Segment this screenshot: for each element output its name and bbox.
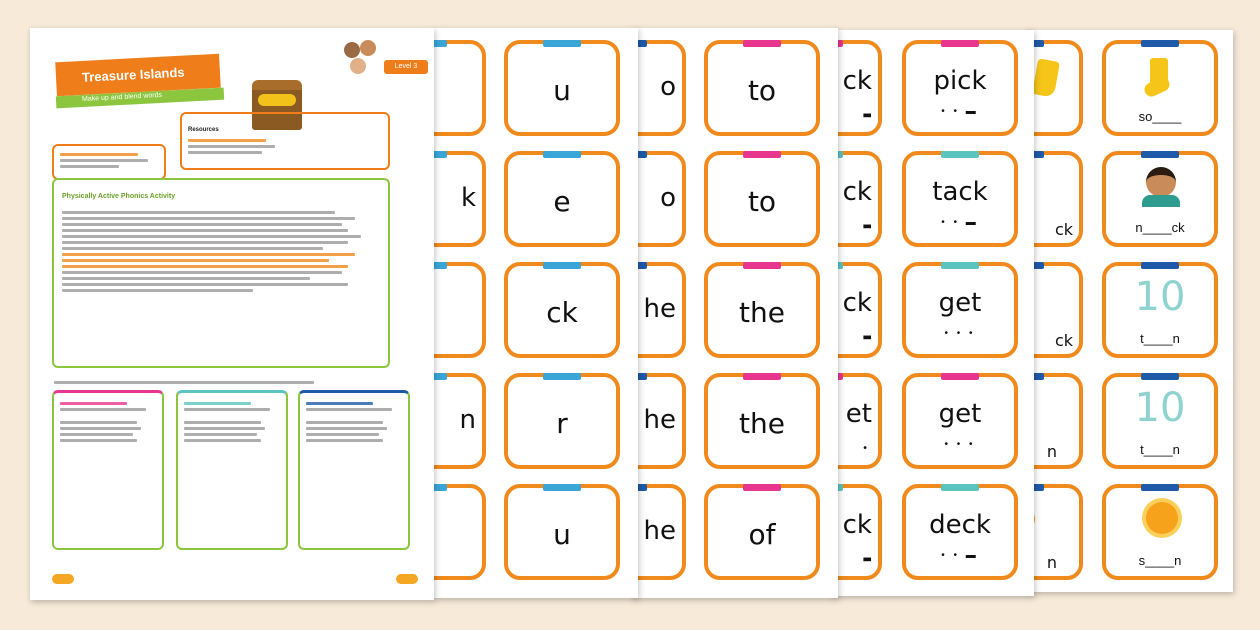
partial-card: ck ▬ xyxy=(766,262,882,358)
objective-box xyxy=(52,144,166,180)
partial-card: ck ▬ xyxy=(766,484,882,580)
word-card: tack • • ▬ xyxy=(902,151,1018,247)
word-card: of xyxy=(704,484,820,580)
footer-logo xyxy=(52,574,74,584)
grapheme-card: u xyxy=(504,40,620,136)
partial-card: he xyxy=(570,373,686,469)
partial-card: o xyxy=(570,40,686,136)
partial-card: ck ▬ xyxy=(766,40,882,136)
partial-card: o xyxy=(570,151,686,247)
word-card: to xyxy=(704,40,820,136)
partial-card: et • xyxy=(766,373,882,469)
partial-card: n xyxy=(967,373,1083,469)
number-ten: 10 xyxy=(1134,274,1186,320)
sock-icon xyxy=(1032,58,1060,97)
sheet-grapheme-cards xyxy=(432,28,638,598)
level-badge: Level 3 xyxy=(384,60,428,74)
word-card: deck • • ▬ xyxy=(902,484,1018,580)
resources-box: Resources xyxy=(180,112,390,170)
word-card: pick • • ▬ xyxy=(902,40,1018,136)
sheet-tricky-word-cards xyxy=(632,28,838,598)
sun-icon xyxy=(1146,502,1178,534)
activity-heading: Physically Active Phonics Activity xyxy=(62,193,176,200)
partial-card: he xyxy=(570,484,686,580)
page-subtitle: Make up and blend words xyxy=(81,91,163,104)
partial-card: he xyxy=(570,262,686,358)
partial-card: ck ▬ xyxy=(766,151,882,247)
stretch-note xyxy=(54,378,314,387)
partial-card: k xyxy=(370,151,486,247)
sock-foot xyxy=(1142,75,1171,99)
word-card: get • • • xyxy=(902,373,1018,469)
sheet-picture-cards xyxy=(1025,30,1233,592)
grapheme-card: u xyxy=(504,484,620,580)
differentiation-box-teal xyxy=(176,390,288,550)
word-card: to xyxy=(704,151,820,247)
picture-card: n____ck xyxy=(1102,151,1218,247)
number-ten: 10 xyxy=(1134,385,1186,431)
partial-card: n xyxy=(370,373,486,469)
boy-shirt xyxy=(1142,195,1180,207)
word-card: get • • • xyxy=(902,262,1018,358)
page-title: Treasure Islands xyxy=(81,64,185,85)
activity-box xyxy=(52,178,390,368)
picture-card: s____n xyxy=(1102,484,1218,580)
picture-card: 10 t____n xyxy=(1102,373,1218,469)
footer-logo-right xyxy=(396,574,418,584)
partial-card: n xyxy=(967,484,1083,580)
grapheme-card: r xyxy=(504,373,620,469)
sheet-lesson-plan xyxy=(30,28,434,600)
grapheme-card: ck xyxy=(504,262,620,358)
word-card: the xyxy=(704,373,820,469)
differentiation-box-pink xyxy=(52,390,164,550)
partial-card: ck xyxy=(967,262,1083,358)
picture-card: so____ xyxy=(1102,40,1218,136)
grapheme-card: e xyxy=(504,151,620,247)
picture-card: 10 t____n xyxy=(1102,262,1218,358)
word-card: the xyxy=(704,262,820,358)
children-avatar xyxy=(342,38,382,84)
boy-icon xyxy=(1146,167,1176,197)
differentiation-box-blue xyxy=(298,390,410,550)
sheet-dot-cards xyxy=(832,30,1034,596)
partial-card: ck xyxy=(967,151,1083,247)
